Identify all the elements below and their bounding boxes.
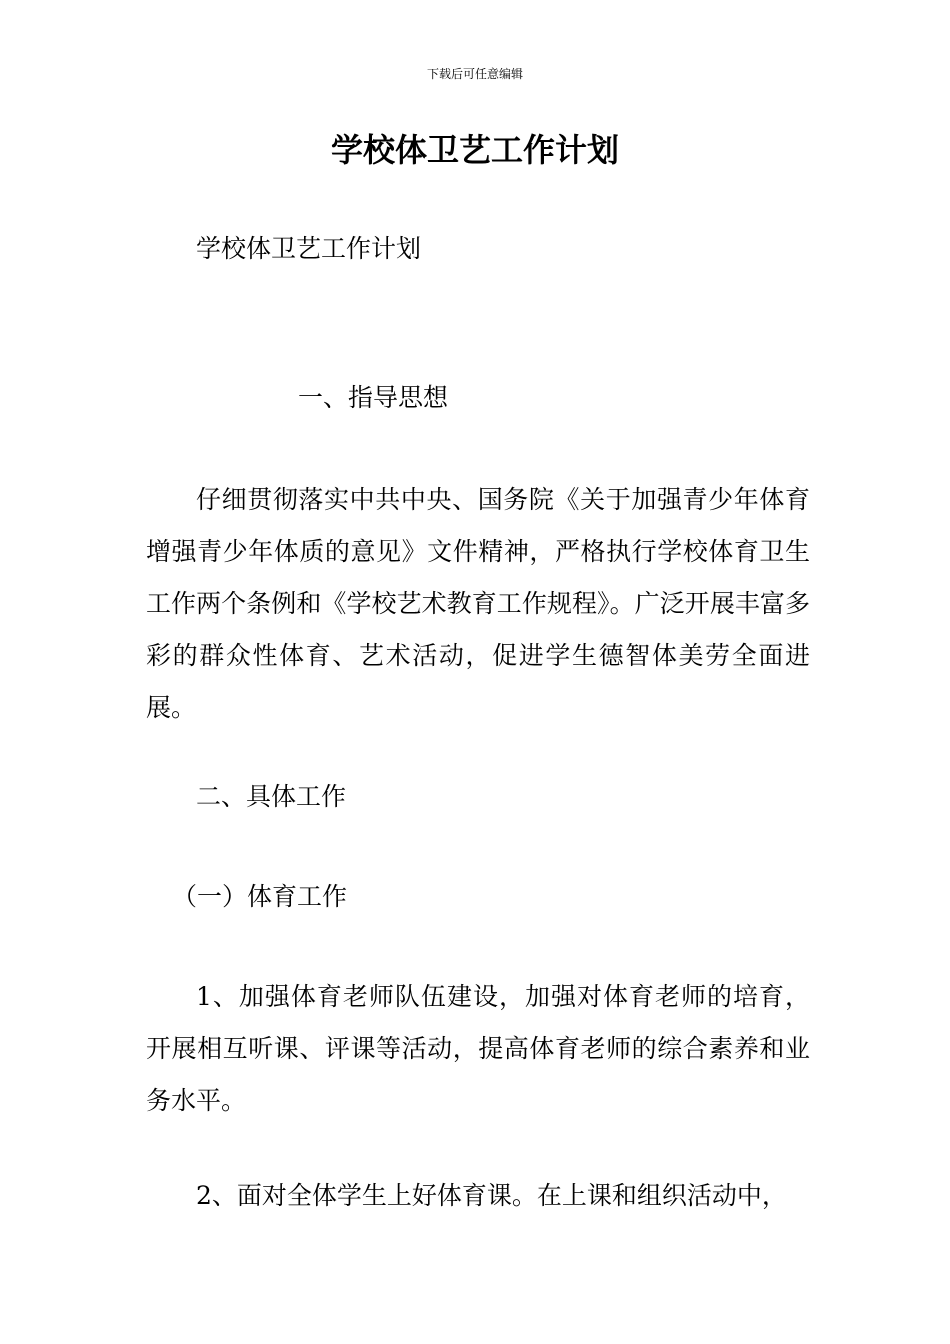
list-item-1: 1、加强体育老师队伍建设，加强对体育老师的培育，开展相互听课、评课等活动，提高体育老师的综合素养和业务水平。 <box>146 982 810 1115</box>
document-title: 学校体卫艺工作计划 <box>330 131 619 169</box>
list-item-2: 2、面对全体学生上好体育课。在上课和组织活动中， <box>196 1181 787 1210</box>
document-subtitle: 学校体卫艺工作计划 <box>196 234 422 263</box>
paragraph-guiding-thought: 仔细贯彻落实中共中央、国务院《关于加强青少年体育增强青少年体质的意见》文件精神，严格执行学校体育卫生工作两个条例和《学校艺术教育工作规程》。广泛开展丰富多彩的群众性体育、艺术活动，促进学生德智体美劳全面进展。 <box>146 485 810 722</box>
section-heading-guiding-thought: 一、指导思想 <box>298 383 449 412</box>
section-heading-specific-work: 二、具体工作 <box>196 782 347 811</box>
header-note: 下载后可任意编辑 <box>426 67 523 81</box>
subsection-heading-pe-work: （一）体育工作 <box>172 882 348 911</box>
